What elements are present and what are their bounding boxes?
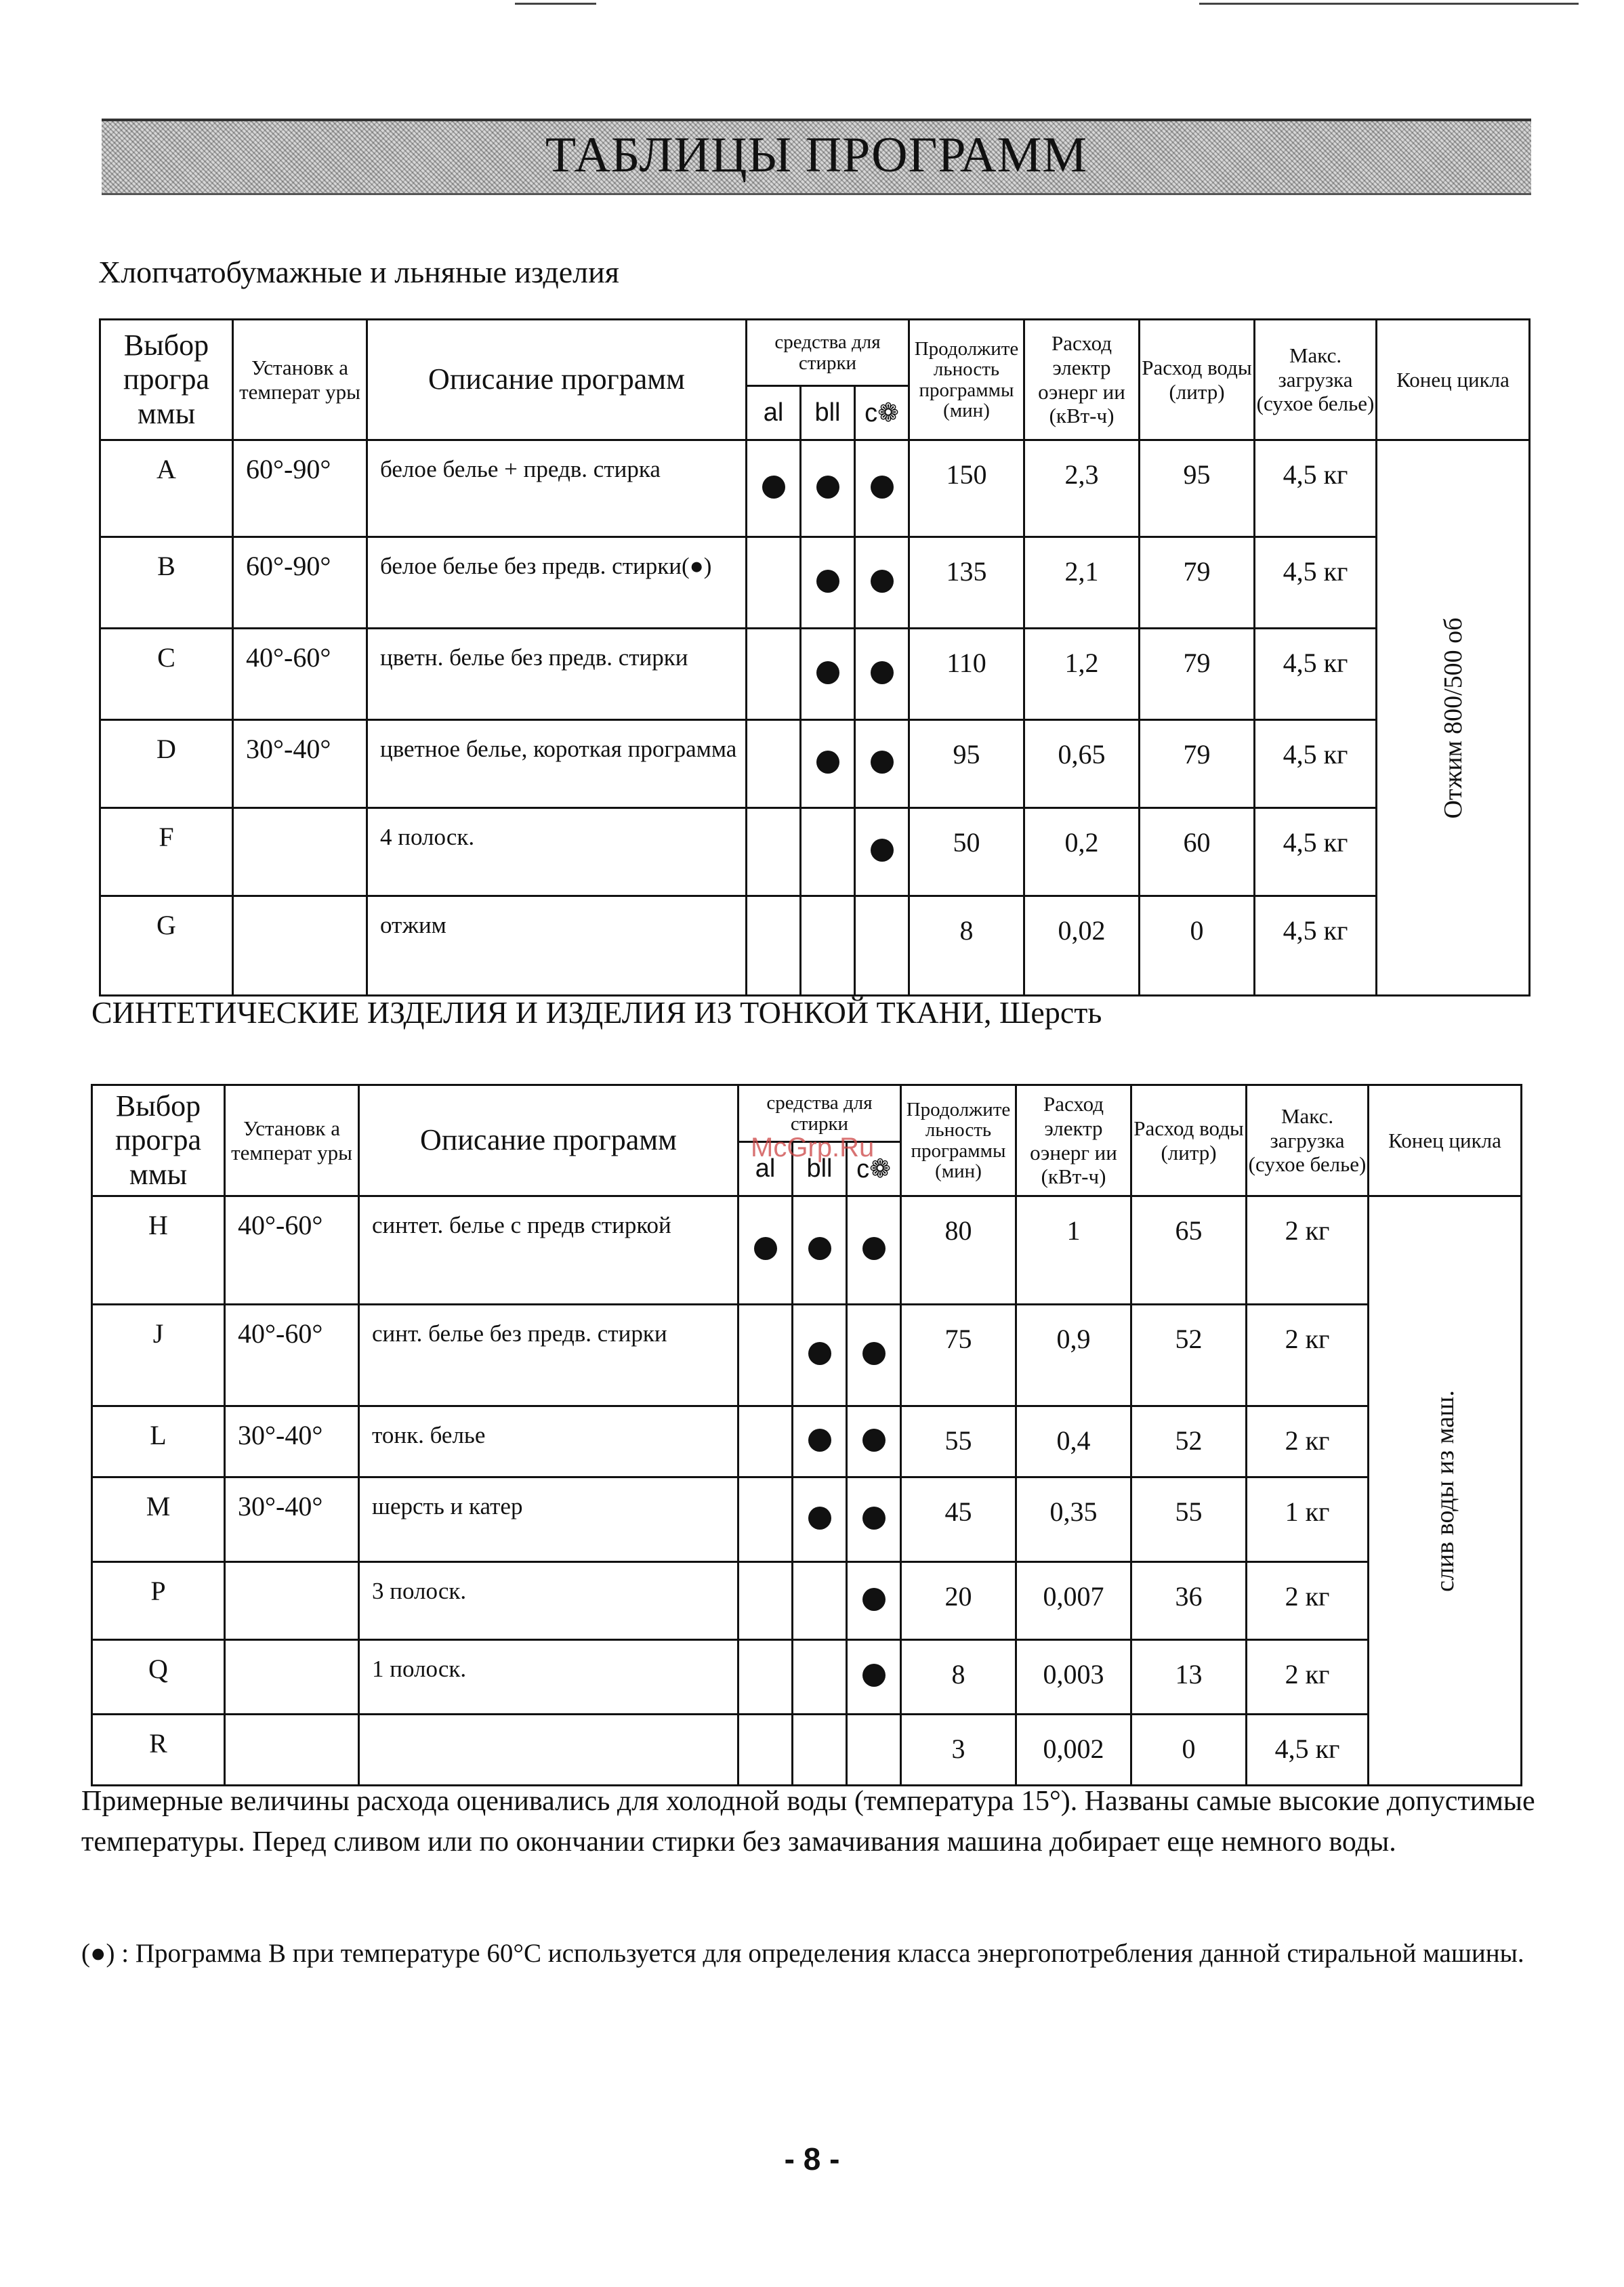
table-row [100, 720, 1530, 808]
filled-dot-icon [808, 1429, 831, 1452]
filled-dot-icon [816, 661, 839, 684]
end-cycle-text: слив воды из маш. [1430, 1389, 1459, 1592]
detergent-b-cell [793, 1640, 847, 1715]
max-load: 2 кг [1247, 1406, 1369, 1477]
detergent-a-cell [747, 440, 801, 537]
energy: 1,2 [1024, 629, 1140, 720]
energy: 0,002 [1016, 1715, 1131, 1786]
detergent-a-cell [738, 1715, 793, 1786]
header-desc: Описание программ [367, 320, 747, 440]
filled-dot-icon [754, 1237, 777, 1260]
detergent-a-cell [747, 537, 801, 629]
duration: 80 [901, 1196, 1016, 1305]
filled-dot-icon [862, 1664, 886, 1687]
energy: 0,02 [1024, 896, 1140, 996]
detergent-c-cell [847, 1640, 901, 1715]
header-program: Выбор прогpа ммы [100, 320, 233, 440]
max-load: 2 кг [1247, 1305, 1369, 1406]
temperature: 30°-40° [225, 1477, 359, 1562]
max-load: 4,5 кг [1255, 896, 1377, 996]
program-id: G [100, 896, 233, 996]
header-temp: Установк а температ уры [233, 320, 367, 440]
duration: 3 [901, 1715, 1016, 1786]
header-water: Расход воды (литр) [1131, 1085, 1247, 1196]
program-description: синтет. белье с предв стиркой [359, 1196, 738, 1305]
program-id: L [92, 1406, 225, 1477]
detergent-b-cell [801, 896, 855, 996]
program-id: Q [92, 1640, 225, 1715]
program-description: тонк. белье [359, 1406, 738, 1477]
detergent-a-cell [738, 1305, 793, 1406]
duration: 110 [909, 629, 1024, 720]
detergent-c-cell [855, 720, 909, 808]
filled-dot-icon [862, 1342, 886, 1365]
energy: 0,35 [1016, 1477, 1131, 1562]
filled-dot-icon [808, 1342, 831, 1365]
table-row [92, 1196, 1522, 1305]
detergent-c-cell [855, 440, 909, 537]
temperature: 30°-40° [233, 720, 367, 808]
detergent-a-cell [747, 808, 801, 896]
temperature: 60°-90° [233, 440, 367, 537]
detergent-b-cell [801, 808, 855, 896]
header-energy: Расход электр оэнерг ии (кВт-ч) [1024, 320, 1140, 440]
detergent-a-cell [738, 1196, 793, 1305]
top-rule-right [1199, 3, 1579, 5]
table-row [100, 537, 1530, 629]
filled-dot-icon [862, 1237, 886, 1260]
program-description: белое белье без предв. стирки(●) [367, 537, 747, 629]
detergent-c-cell [847, 1562, 901, 1640]
program-description: отжим [367, 896, 747, 996]
filled-dot-icon [762, 476, 785, 499]
table-row [100, 440, 1530, 537]
energy: 0,2 [1024, 808, 1140, 896]
header-det-c [855, 386, 909, 440]
temperature [233, 896, 367, 996]
max-load: 2 кг [1247, 1640, 1369, 1715]
detergent-a-cell [747, 896, 801, 996]
temperature: 30°-40° [225, 1406, 359, 1477]
duration: 8 [909, 896, 1024, 996]
water: 95 [1140, 440, 1255, 537]
filled-dot-icon [871, 570, 894, 593]
energy: 0,007 [1016, 1562, 1131, 1640]
temperature: 40°-60° [225, 1196, 359, 1305]
max-load: 2 кг [1247, 1562, 1369, 1640]
water: 55 [1131, 1477, 1247, 1562]
detergent-b-cell [801, 720, 855, 808]
program-description: синт. белье без предв. стирки [359, 1305, 738, 1406]
table-row [92, 1640, 1522, 1715]
detergent-c-cell [855, 808, 909, 896]
filled-dot-icon [871, 839, 894, 862]
header-energy: Расход электр оэнерг ии (кВт-ч) [1016, 1085, 1131, 1196]
water: 60 [1140, 808, 1255, 896]
header-det-a: al [738, 1142, 793, 1196]
program-id: B [100, 537, 233, 629]
detergent-b-cell [801, 629, 855, 720]
softener-flower-icon: ❁ [869, 1155, 891, 1183]
max-load: 4,5 кг [1255, 808, 1377, 896]
temperature [225, 1640, 359, 1715]
duration: 135 [909, 537, 1024, 629]
filled-dot-icon [862, 1588, 886, 1611]
program-id: J [92, 1305, 225, 1406]
detergent-c-cell [855, 629, 909, 720]
table-row [100, 629, 1530, 720]
header-water: Расход воды (литр) [1140, 320, 1255, 440]
filled-dot-icon [816, 570, 839, 593]
header-load: Макс. загрузка (сухое белье) [1255, 320, 1377, 440]
filled-dot-icon [871, 476, 894, 499]
water: 52 [1131, 1406, 1247, 1477]
end-cycle-cell [1369, 1196, 1522, 1786]
filled-dot-icon [808, 1237, 831, 1260]
header-det-b: bll [793, 1142, 847, 1196]
detergent-c-cell [847, 1196, 901, 1305]
program-id: H [92, 1196, 225, 1305]
energy: 0,4 [1016, 1406, 1131, 1477]
water: 79 [1140, 629, 1255, 720]
detergent-b-cell [793, 1715, 847, 1786]
header-program: Выбор прогpа ммы [92, 1085, 225, 1196]
water: 0 [1131, 1715, 1247, 1786]
energy: 2,3 [1024, 440, 1140, 537]
water: 0 [1140, 896, 1255, 996]
program-description [359, 1715, 738, 1786]
duration: 95 [909, 720, 1024, 808]
temperature: 60°-90° [233, 537, 367, 629]
consumption-note: Примерные величины расхода оценивались для холодной воды (температура 15°). Названы самые высокие допустимые температуры. Перед сливом или по окончании стирки без замачивания машина добирает еще немного воды. [81, 1786, 1535, 1858]
duration: 150 [909, 440, 1024, 537]
table-row [92, 1562, 1522, 1640]
water: 52 [1131, 1305, 1247, 1406]
detergent-b-cell [793, 1196, 847, 1305]
energy: 2,1 [1024, 537, 1140, 629]
duration: 8 [901, 1640, 1016, 1715]
water: 65 [1131, 1196, 1247, 1305]
det-c-label: c [856, 1155, 870, 1183]
page-number: - 8 - [784, 2141, 840, 2177]
detergent-a-cell [747, 629, 801, 720]
temperature [225, 1715, 359, 1786]
detergent-a-cell [738, 1406, 793, 1477]
program-description: шерсть и катер [359, 1477, 738, 1562]
detergent-b-cell [793, 1305, 847, 1406]
section1-title: Хлопчатобумажные и льняные изделия [98, 255, 619, 289]
energy: 1 [1016, 1196, 1131, 1305]
program-description: цветное белье, короткая программа [367, 720, 747, 808]
max-load: 1 кг [1247, 1477, 1369, 1562]
max-load: 4,5 кг [1255, 537, 1377, 629]
filled-dot-icon [871, 661, 894, 684]
program-description: 4 полоск. [367, 808, 747, 896]
cotton-programs-table [99, 318, 1531, 996]
max-load: 4,5 кг [1247, 1715, 1369, 1786]
header-desc: Описание программ [359, 1085, 738, 1196]
program-description: цветн. белье без предв. стирки [367, 629, 747, 720]
program-id: R [92, 1715, 225, 1786]
program-id: M [92, 1477, 225, 1562]
detergent-c-cell [847, 1715, 901, 1786]
energy: 0,003 [1016, 1640, 1131, 1715]
synthetic-programs-table [91, 1084, 1522, 1786]
temperature: 40°-60° [233, 629, 367, 720]
header-duration: Продолжите льность программы (мин) [901, 1085, 1016, 1196]
temperature [233, 808, 367, 896]
filled-dot-icon [816, 751, 839, 774]
end-cycle-cell [1377, 440, 1530, 996]
duration: 45 [901, 1477, 1016, 1562]
table-row [92, 1477, 1522, 1562]
header-end: Конец цикла [1369, 1085, 1522, 1196]
detergent-c-cell [847, 1305, 901, 1406]
energy: 0,65 [1024, 720, 1140, 808]
energy: 0,9 [1016, 1305, 1131, 1406]
header-det-b: bll [801, 386, 855, 440]
duration: 50 [909, 808, 1024, 896]
water: 79 [1140, 720, 1255, 808]
end-cycle-text: Отжим 800/500 об [1438, 616, 1467, 819]
duration: 20 [901, 1562, 1016, 1640]
max-load: 4,5 кг [1255, 440, 1377, 537]
detergent-a-cell [738, 1477, 793, 1562]
table-row [100, 896, 1530, 996]
program-id: C [100, 629, 233, 720]
top-rule-left [515, 3, 596, 5]
detergent-c-cell [847, 1477, 901, 1562]
program-description: 3 полоск. [359, 1562, 738, 1640]
water: 13 [1131, 1640, 1247, 1715]
duration: 55 [901, 1406, 1016, 1477]
page-title: ТАБЛИЦЫ ПРОГРАММ [545, 127, 1088, 183]
program-id: A [100, 440, 233, 537]
detergent-c-cell [847, 1406, 901, 1477]
header-det-a: al [747, 386, 801, 440]
watermark: McGrp.Ru [751, 1133, 875, 1162]
header-load: Макс. загрузка (сухое белье) [1247, 1085, 1369, 1196]
detergent-b-cell [793, 1477, 847, 1562]
detergent-b-cell [801, 440, 855, 537]
detergent-a-cell [738, 1640, 793, 1715]
water: 36 [1131, 1562, 1247, 1640]
max-load: 4,5 кг [1255, 720, 1377, 808]
temperature: 40°-60° [225, 1305, 359, 1406]
program-description: белое белье + предв. стирка [367, 440, 747, 537]
program-id: F [100, 808, 233, 896]
detergent-b-cell [793, 1406, 847, 1477]
filled-dot-icon [816, 476, 839, 499]
table-row [92, 1406, 1522, 1477]
max-load: 2 кг [1247, 1196, 1369, 1305]
filled-dot-icon [862, 1429, 886, 1452]
detergent-b-cell [801, 537, 855, 629]
table-row [92, 1715, 1522, 1786]
detergent-a-cell [747, 720, 801, 808]
program-id: P [92, 1562, 225, 1640]
detergent-c-cell [855, 896, 909, 996]
filled-dot-icon [808, 1507, 831, 1530]
softener-flower-icon: ❁ [877, 399, 899, 427]
table-row [92, 1305, 1522, 1406]
footnote: (●) : Программа В при температуре 60°С используется для определения класса энергопотребления данной стиральной машины. [81, 1939, 1524, 1968]
header-detergent: средства для стирки [747, 320, 909, 386]
filled-dot-icon [871, 751, 894, 774]
header-temp: Установк а температ уры [225, 1085, 359, 1196]
table-row [100, 808, 1530, 896]
detergent-c-cell [855, 537, 909, 629]
max-load: 4,5 кг [1255, 629, 1377, 720]
program-description: 1 полоск. [359, 1640, 738, 1715]
header-detergent: средства для стирки [738, 1085, 901, 1142]
header-end: Конец цикла [1377, 320, 1530, 440]
detergent-b-cell [793, 1562, 847, 1640]
duration: 75 [901, 1305, 1016, 1406]
det-c-label: c [865, 399, 878, 427]
program-id: D [100, 720, 233, 808]
header-duration: Продолжите льность программы (мин) [909, 320, 1024, 440]
section2-title: СИНТЕТИЧЕСКИЕ ИЗДЕЛИЯ И ИЗДЕЛИЯ ИЗ ТОНКОЙ ТКАНИ, Шерсть [91, 995, 1102, 1030]
water: 79 [1140, 537, 1255, 629]
title-banner [102, 119, 1531, 195]
filled-dot-icon [862, 1507, 886, 1530]
temperature [225, 1562, 359, 1640]
detergent-a-cell [738, 1562, 793, 1640]
